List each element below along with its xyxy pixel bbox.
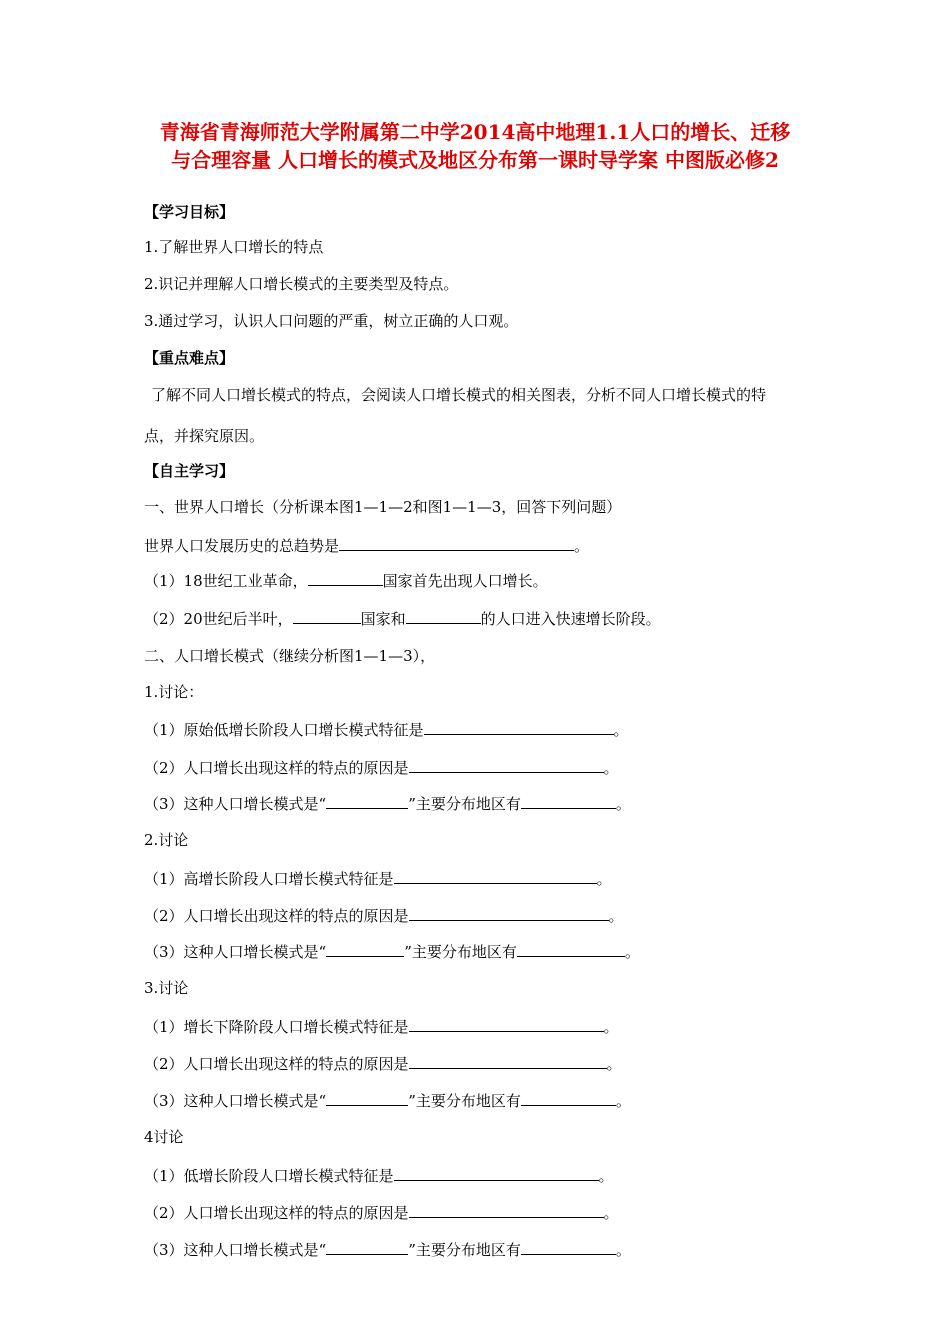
part2-title: 二、人口增长模式（继续分析图1—1—3）， <box>144 647 436 665</box>
question: （1）原始低增长阶段人口增长模式特征是 。 <box>144 721 629 739</box>
question: （2）人口增长出现这样的特点的原因是 。 <box>144 907 624 925</box>
trend-question: 世界人口发展历史的总趋势是 。 <box>144 537 590 555</box>
question: （3）这种人口增长模式是“ ”主要分布地区有 。 <box>144 1241 631 1259</box>
answer-blank[interactable] <box>326 1239 408 1255</box>
answer-blank[interactable] <box>326 941 404 957</box>
question: （3）这种人口增长模式是“ ”主要分布地区有 。 <box>144 795 631 813</box>
answer-blank[interactable] <box>326 1090 408 1106</box>
answer-blank[interactable] <box>409 757 604 773</box>
answer-blank[interactable] <box>394 868 597 884</box>
title-line-1: 青海省青海师范大学附属第二中学2014高中地理1.1人口的增长、迁移 <box>159 120 791 144</box>
question: （1）高增长阶段人口增长模式特征是 。 <box>144 870 612 888</box>
self-study-heading: 【自主学习】 <box>144 462 235 480</box>
answer-blank[interactable] <box>521 793 616 809</box>
keypoints-heading: 【重点难点】 <box>144 349 235 367</box>
question: （2）20世纪后半叶， 国家和 的人口进入快速增长阶段。 <box>144 610 661 628</box>
answer-blank[interactable] <box>308 570 383 586</box>
answer-blank[interactable] <box>409 905 609 921</box>
title-line-2: 与合理容量 人口增长的模式及地区分布第一课时导学案 中图版必修2 <box>171 148 779 172</box>
answer-blank[interactable] <box>293 608 361 624</box>
answer-blank[interactable] <box>424 719 614 735</box>
discussion-heading: 3.讨论 <box>144 979 189 997</box>
objectives-heading: 【学习目标】 <box>144 203 235 221</box>
question: （2）人口增长出现这样的特点的原因是 。 <box>144 1055 622 1073</box>
keypoints-text: 了解不同人口增长模式的特点，会阅读人口增长模式的相关图表，分析不同人口增长模式的特 <box>151 386 767 404</box>
answer-blank[interactable] <box>521 1090 616 1106</box>
question: （3）这种人口增长模式是“ ”主要分布地区有 。 <box>144 1092 631 1110</box>
question: （2）人口增长出现这样的特点的原因是 。 <box>144 759 619 777</box>
question: （1）低增长阶段人口增长模式特征是 。 <box>144 1167 614 1185</box>
objective-item: 3.通过学习，认识人口问题的严重，树立正确的人口观。 <box>144 312 519 330</box>
document-title <box>100 118 850 174</box>
objective-item: 1.了解世界人口增长的特点 <box>144 238 324 256</box>
answer-blank[interactable] <box>409 1202 604 1218</box>
keypoints-text: 点，并探究原因。 <box>144 427 265 445</box>
answer-blank[interactable] <box>409 1053 607 1069</box>
answer-blank[interactable] <box>406 608 481 624</box>
discussion-heading: 4讨论 <box>144 1128 184 1146</box>
answer-blank[interactable] <box>409 1016 604 1032</box>
discussion-heading: 2.讨论 <box>144 831 189 849</box>
answer-blank[interactable] <box>394 1165 599 1181</box>
question: （3）这种人口增长模式是“ ”主要分布地区有 。 <box>144 943 640 961</box>
objective-item: 2.识记并理解人口增长模式的主要类型及特点。 <box>144 275 459 293</box>
discussion-heading: 1.讨论： <box>144 683 204 701</box>
question: （1）18世纪工业革命， 国家首先出现人口增长。 <box>144 572 548 590</box>
answer-blank[interactable] <box>326 793 408 809</box>
question: （1）增长下降阶段人口增长模式特征是 。 <box>144 1018 619 1036</box>
answer-blank[interactable] <box>521 1239 616 1255</box>
answer-blank[interactable] <box>517 941 625 957</box>
part1-title: 一、世界人口增长（分析课本图1—1—2和图1—1—3，回答下列问题） <box>144 498 622 516</box>
answer-blank[interactable] <box>339 535 574 551</box>
question: （2）人口增长出现这样的特点的原因是 。 <box>144 1204 619 1222</box>
